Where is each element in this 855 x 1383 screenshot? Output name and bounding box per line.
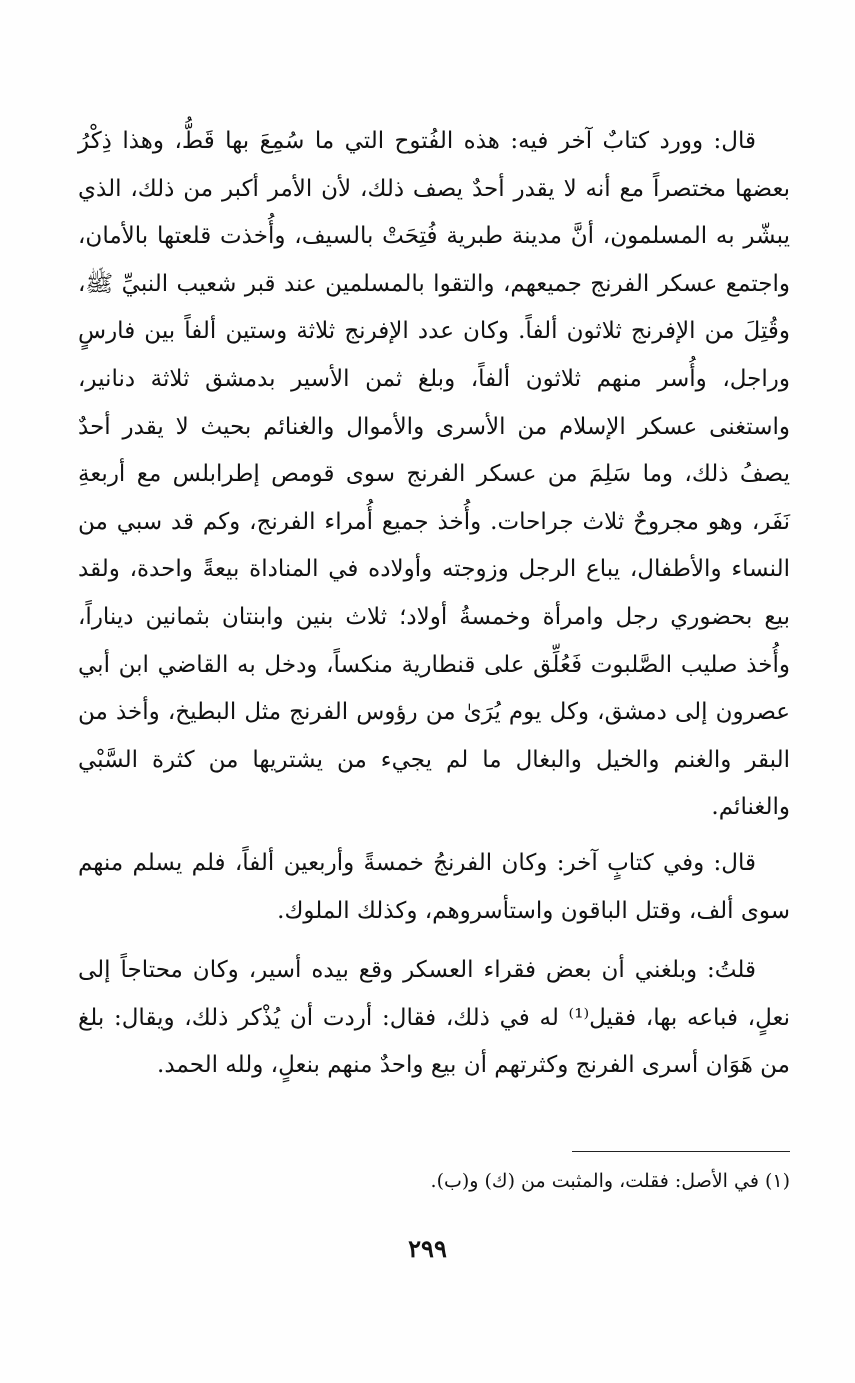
main-text: [78, 118, 790, 1090]
page-number: ٢٩٩: [408, 1234, 447, 1263]
paragraph-2: قال: وفي كتابٍ آخر: وكان الفرنجُ خمسةً وأربعين ألفاً، فلم يسلم منهم سوى ألف، وقتل الباقون واستأسروهم، وكذلك الملوك.: [78, 849, 790, 924]
paragraph-3: قلتُ: وبلغني أن بعض فقراء العسكر وقع بيده أسير، وكان محتاجاً إلى نعلٍ، فباعه بها، فقيل⁽¹⁾ له في ذلك، فقال: أردت أن يُذْكر ذلك، ويقال: بلغ من هَوَان أسرى الفرنج وكثرتهم أن بيع واحدٌ منهم بنعلٍ، ولله الحمد.: [78, 957, 790, 1079]
paragraph-1: قال: وورد كتابٌ آخر فيه: هذه الفُتوح التي ما سُمِعَ بها قَطُّ، وهذا ذِكْرُ بعضها مختصراً مع أنه لا يقدر أحدٌ يصف ذلك، لأن الأمر أكبر من ذلك، الذي يبشّر به المسلمون، أنَّ مدينة طبرية فُتِحَتْ بالسيف، وأُخذت قلعتها بالأمان، واجتمع عسكر الفرنج جميعهم، والتقوا بالمسلمين عند قبر شعيب النبيِّ ﷺ، وقُتِلَ من الإفرنج ثلاثون ألفاً. وكان عدد الإفرنج ثلاثة وستين ألفاً بين فارسٍ وراجل، وأُسر منهم ثلاثون ألفاً، وبلغ ثمن الأسير بدمشق ثلاثة دنانير، واستغنى عسكر الإسلام من الأسرى والأموال والغنائم بحيث لا يقدر أحدٌ يصفُ ذلك، وما سَلِمَ من عسكر الفرنج سوى قومص إطرابلس مع أربعةِ نَفَر، وهو مجروحٌ ثلاث جراحات. وأُخذ جميع أُمراء الفرنج، وكم قد سبي من النساء والأطفال، يباع الرجل وزوجته وأولاده في المناداة بيعةً واحدة، ولقد بيع بحضوري رجل وامرأة وخمسةُ أولاد؛ ثلاث بنين وابنتان بثمانين ديناراً، وأُخذ صليب الصَّلبوت فَعُلِّق على قنطارية منكساً، ودخل به القاضي ابن أبي عصرون إلى دمشق، وكل يوم يُرَىٰ من رؤوس الفرنج مثل البطيخ، وأخذ من البقر والغنم والخيل والبغال ما لم يجيء من يشتريها من كثرة السَّبْي والغنائم.: [78, 128, 790, 821]
footnote: (١) في الأصل: فقلت، والمثبت من (ك) و(ب).: [430, 1170, 790, 1192]
footnote-separator: [572, 1151, 790, 1152]
